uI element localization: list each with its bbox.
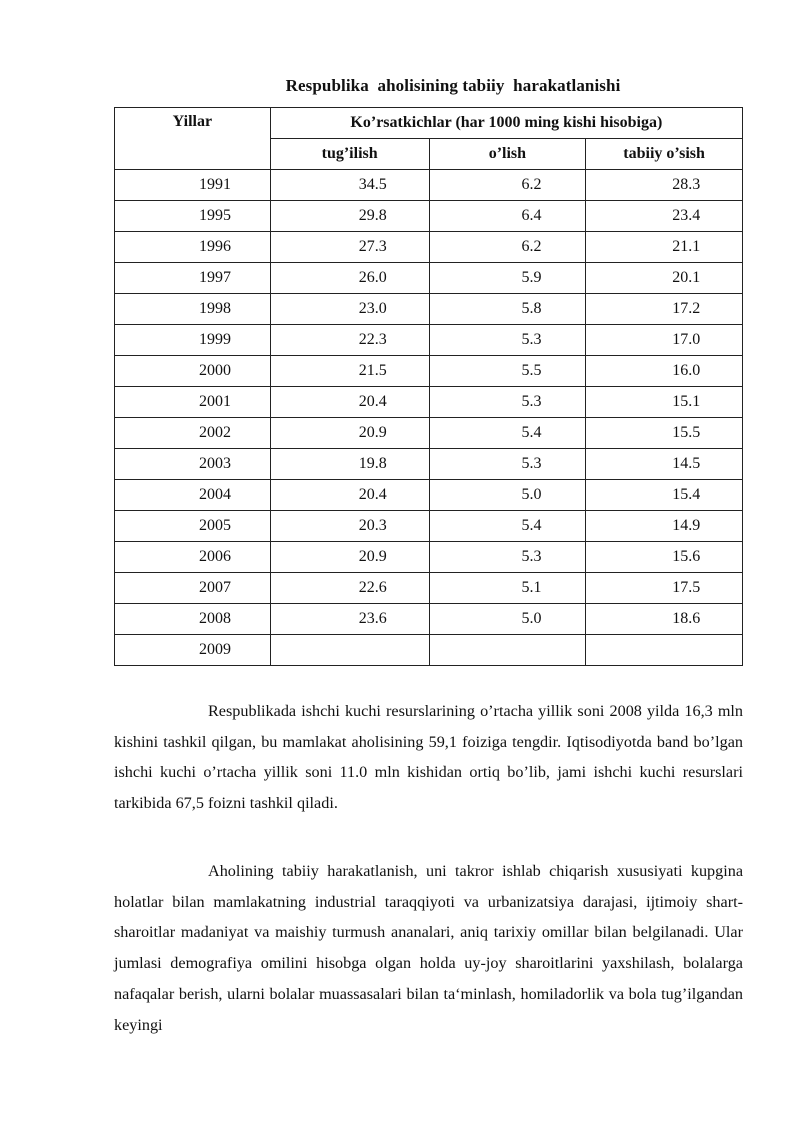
table-row (115, 232, 743, 263)
paragraph-natural-movement (114, 856, 743, 1040)
birth-rate-cell: 23.6 (270, 604, 429, 635)
year-cell: 1991 (115, 170, 271, 201)
table-row (115, 604, 743, 635)
paragraph-text: Respublikada ishchi kuchi resurslarining o’rtacha yillik soni 2008 yilda 16,3 mln kishini tashkil qilgan, bu mamlakat aholisining 59,1 foiziga tengdir. Iqtisodiyotda band bo’lgan ishchi kuchi o’rtacha yillik soni 11.0 mln kishidan ortiq bo’lib, jami ishchi kuchi resurslari tarkibida 67,5 foizni tashkil qiladi. (114, 702, 743, 813)
birth-rate-cell: 20.4 (270, 480, 429, 511)
birth-rate-cell: 19.8 (270, 449, 429, 480)
death-rate-cell: 6.2 (429, 232, 586, 263)
table-row (115, 573, 743, 604)
natural-growth-cell: 16.0 (586, 356, 743, 387)
birth-rate-cell: 34.5 (270, 170, 429, 201)
death-rate-cell: 5.5 (429, 356, 586, 387)
year-cell: 2008 (115, 604, 271, 635)
year-cell: 2003 (115, 449, 271, 480)
natural-growth-cell: 17.0 (586, 325, 743, 356)
birth-rate-cell: 20.9 (270, 418, 429, 449)
table-row (115, 387, 743, 418)
year-cell: 1997 (115, 263, 271, 294)
paragraph-labor-resources (114, 696, 743, 819)
year-cell: 1998 (115, 294, 271, 325)
death-rate-cell: 5.3 (429, 325, 586, 356)
table-row (115, 263, 743, 294)
table-title: Respublika aholisining tabiiy harakatlanishi (285, 76, 621, 95)
header-birth: tug’ilish (270, 139, 429, 170)
natural-growth-cell: 28.3 (586, 170, 743, 201)
natural-growth-cell: 23.4 (586, 201, 743, 232)
table-row (115, 418, 743, 449)
table-row (115, 294, 743, 325)
header-indicators: Ko’rsatkichlar (har 1000 ming kishi hisobiga) (270, 108, 742, 139)
table-row (115, 325, 743, 356)
death-rate-cell: 5.4 (429, 511, 586, 542)
table-row (115, 356, 743, 387)
death-rate-cell: 6.4 (429, 201, 586, 232)
year-cell: 2000 (115, 356, 271, 387)
table-row (115, 170, 743, 201)
year-cell: 2004 (115, 480, 271, 511)
natural-growth-cell (586, 635, 743, 666)
header-death: o’lish (429, 139, 586, 170)
natural-growth-cell: 21.1 (586, 232, 743, 263)
death-rate-cell: 6.2 (429, 170, 586, 201)
death-rate-cell: 5.1 (429, 573, 586, 604)
natural-growth-cell: 18.6 (586, 604, 743, 635)
year-cell: 2009 (115, 635, 271, 666)
death-rate-cell: 5.3 (429, 542, 586, 573)
birth-rate-cell: 29.8 (270, 201, 429, 232)
natural-growth-cell: 15.6 (586, 542, 743, 573)
birth-rate-cell (270, 635, 429, 666)
birth-rate-cell: 21.5 (270, 356, 429, 387)
natural-growth-cell: 17.5 (586, 573, 743, 604)
natural-growth-cell: 15.5 (586, 418, 743, 449)
death-rate-cell: 5.4 (429, 418, 586, 449)
natural-growth-cell: 20.1 (586, 263, 743, 294)
death-rate-cell: 5.8 (429, 294, 586, 325)
year-cell: 2005 (115, 511, 271, 542)
year-cell: 1999 (115, 325, 271, 356)
birth-rate-cell: 20.9 (270, 542, 429, 573)
natural-growth-cell: 14.5 (586, 449, 743, 480)
natural-growth-cell: 15.4 (586, 480, 743, 511)
birth-rate-cell: 22.3 (270, 325, 429, 356)
death-rate-cell: 5.3 (429, 387, 586, 418)
death-rate-cell: 5.3 (429, 449, 586, 480)
year-cell: 1996 (115, 232, 271, 263)
table-row (115, 511, 743, 542)
paragraph-text: Aholining tabiiy harakatlanish, uni takror ishlab chiqarish xususiyati kupgina holatlar bilan mamlakatning industrial taraqqiyoti va urbanizatsiya darajasi, ijtimoiy shart-sharoitlar madaniyat va maishiy turmush ananalari, aniq tarixiy omillar bilan belgilanadi. Ular jumlasi demografiya omilini hisobga olgan holda uy-joy sharoitlarini yaxshilash, bolalarga nafaqalar berish, ularni bolalar muassasalari bilan ta‘minlash, homiladorlik va bola tug’ilgandan keyingi (114, 862, 743, 1034)
year-cell: 1995 (115, 201, 271, 232)
table-row (115, 542, 743, 573)
birth-rate-cell: 23.0 (270, 294, 429, 325)
table-body (115, 170, 743, 666)
header-years: Yillar (115, 108, 271, 170)
natural-growth-cell: 17.2 (586, 294, 743, 325)
table-row (115, 201, 743, 232)
death-rate-cell: 5.0 (429, 480, 586, 511)
death-rate-cell: 5.9 (429, 263, 586, 294)
table-row (115, 635, 743, 666)
death-rate-cell: 5.0 (429, 604, 586, 635)
year-cell: 2002 (115, 418, 271, 449)
birth-rate-cell: 26.0 (270, 263, 429, 294)
birth-rate-cell: 20.3 (270, 511, 429, 542)
birth-rate-cell: 22.6 (270, 573, 429, 604)
natural-growth-cell: 14.9 (586, 511, 743, 542)
death-rate-cell (429, 635, 586, 666)
year-cell: 2007 (115, 573, 271, 604)
birth-rate-cell: 20.4 (270, 387, 429, 418)
year-cell: 2001 (115, 387, 271, 418)
table-row (115, 480, 743, 511)
birth-rate-cell: 27.3 (270, 232, 429, 263)
natural-growth-cell: 15.1 (586, 387, 743, 418)
year-cell: 2006 (115, 542, 271, 573)
header-natural-growth: tabiiy o’sish (586, 139, 743, 170)
table-row (115, 449, 743, 480)
demographics-table (114, 107, 743, 666)
